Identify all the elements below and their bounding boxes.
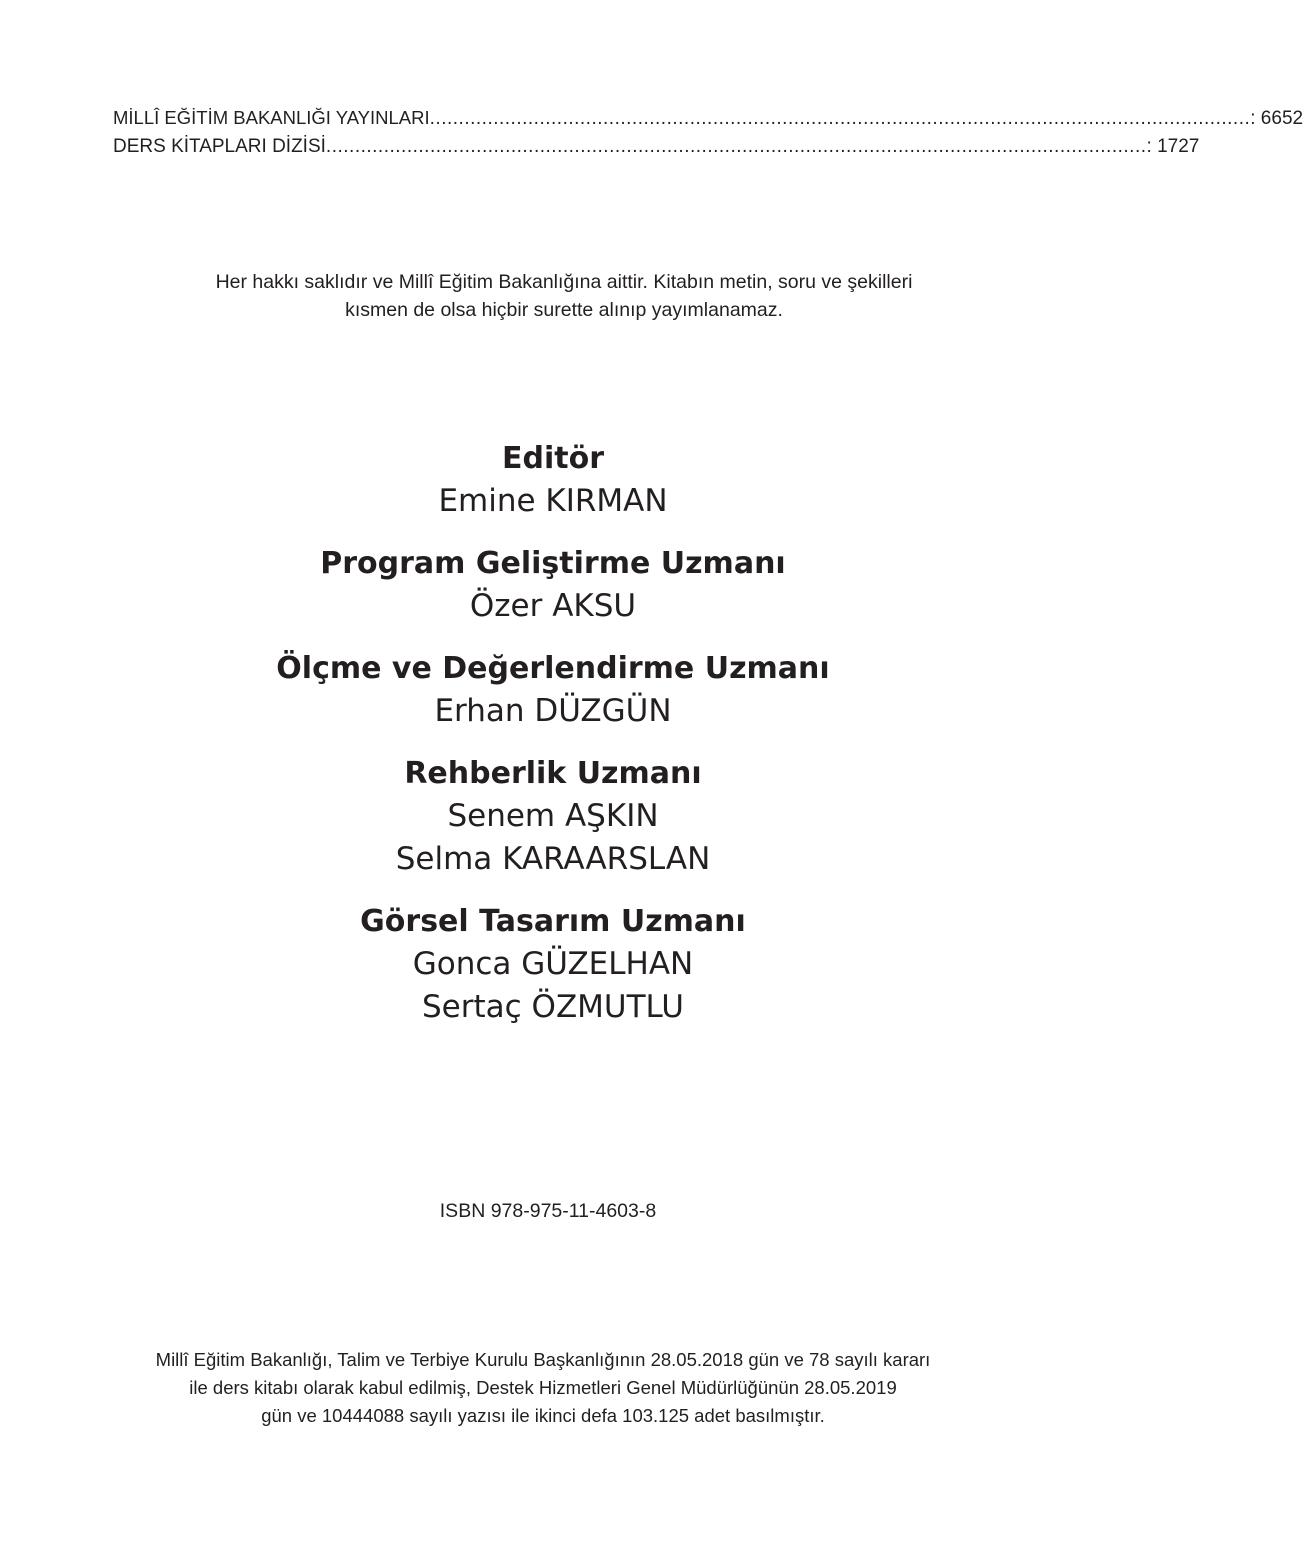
series-label: DERS KİTAPLARI DİZİSİ: [113, 136, 326, 157]
person-name: Sertaç ÖZMUTLU: [422, 989, 684, 1025]
person-name: Erhan DÜZGÜN: [434, 693, 672, 729]
role-title: Program Geliştirme Uzmanı: [320, 546, 786, 581]
person-name: Gonca GÜZELHAN: [412, 946, 694, 982]
person-name: Senem AŞKIN: [447, 798, 659, 834]
credit-visual-design: [0, 901, 1106, 1029]
series-row-publications: [113, 104, 1303, 133]
publication-series: [113, 104, 1303, 161]
approval-line: Millî Eğitim Bakanlığı, Talim ve Terbiye Kurulu Başkanlığının 28.05.2018 gün ve 78 sayılı kararı: [155, 1349, 931, 1370]
role-title: Editör: [502, 441, 604, 476]
dot-leader: ..............................................................................................................................................: [325, 136, 1147, 157]
credit-editor: [0, 438, 1106, 523]
copyright-notice: [100, 268, 1028, 324]
series-label: MİLLÎ EĞİTİM BAKANLIĞI YAYINLARI: [113, 107, 430, 128]
credit-assessment: [0, 648, 1106, 733]
approval-line: gün ve 10444088 sayılı yazısı ile ikinci defa 103.125 adet basılmıştır.: [261, 1405, 825, 1426]
credit-program-development: [0, 543, 1106, 628]
credits-section: [0, 438, 1106, 1049]
approval-notice: [60, 1346, 1026, 1430]
role-title: Ölçme ve Değerlendirme Uzmanı: [276, 651, 830, 686]
role-title: Rehberlik Uzmanı: [404, 756, 702, 791]
role-title: Görsel Tasarım Uzmanı: [360, 904, 746, 939]
person-name: Özer AKSU: [469, 588, 637, 624]
copyright-line: Her hakkı saklıdır ve Millî Eğitim Bakanlığına aittir. Kitabın metin, soru ve şekilleri: [215, 271, 913, 293]
isbn: ISBN 978-975-11-4603-8: [439, 1200, 657, 1222]
credit-guidance: [0, 753, 1106, 881]
copyright-line: kısmen de olsa hiçbir surette alınıp yayımlanamaz.: [345, 299, 783, 321]
person-name: Emine KIRMAN: [438, 483, 668, 519]
series-number: : 6652: [1250, 108, 1303, 129]
series-number: : 1727: [1146, 136, 1200, 157]
approval-line: ile ders kitabı olarak kabul edilmiş, Destek Hizmetleri Genel Müdürlüğünün 28.05.2019: [189, 1377, 897, 1398]
series-row-textbooks: [113, 133, 1200, 161]
person-name: Selma KARAARSLAN: [395, 841, 711, 877]
dot-leader: ..............................................................................................................................................: [429, 108, 1251, 129]
